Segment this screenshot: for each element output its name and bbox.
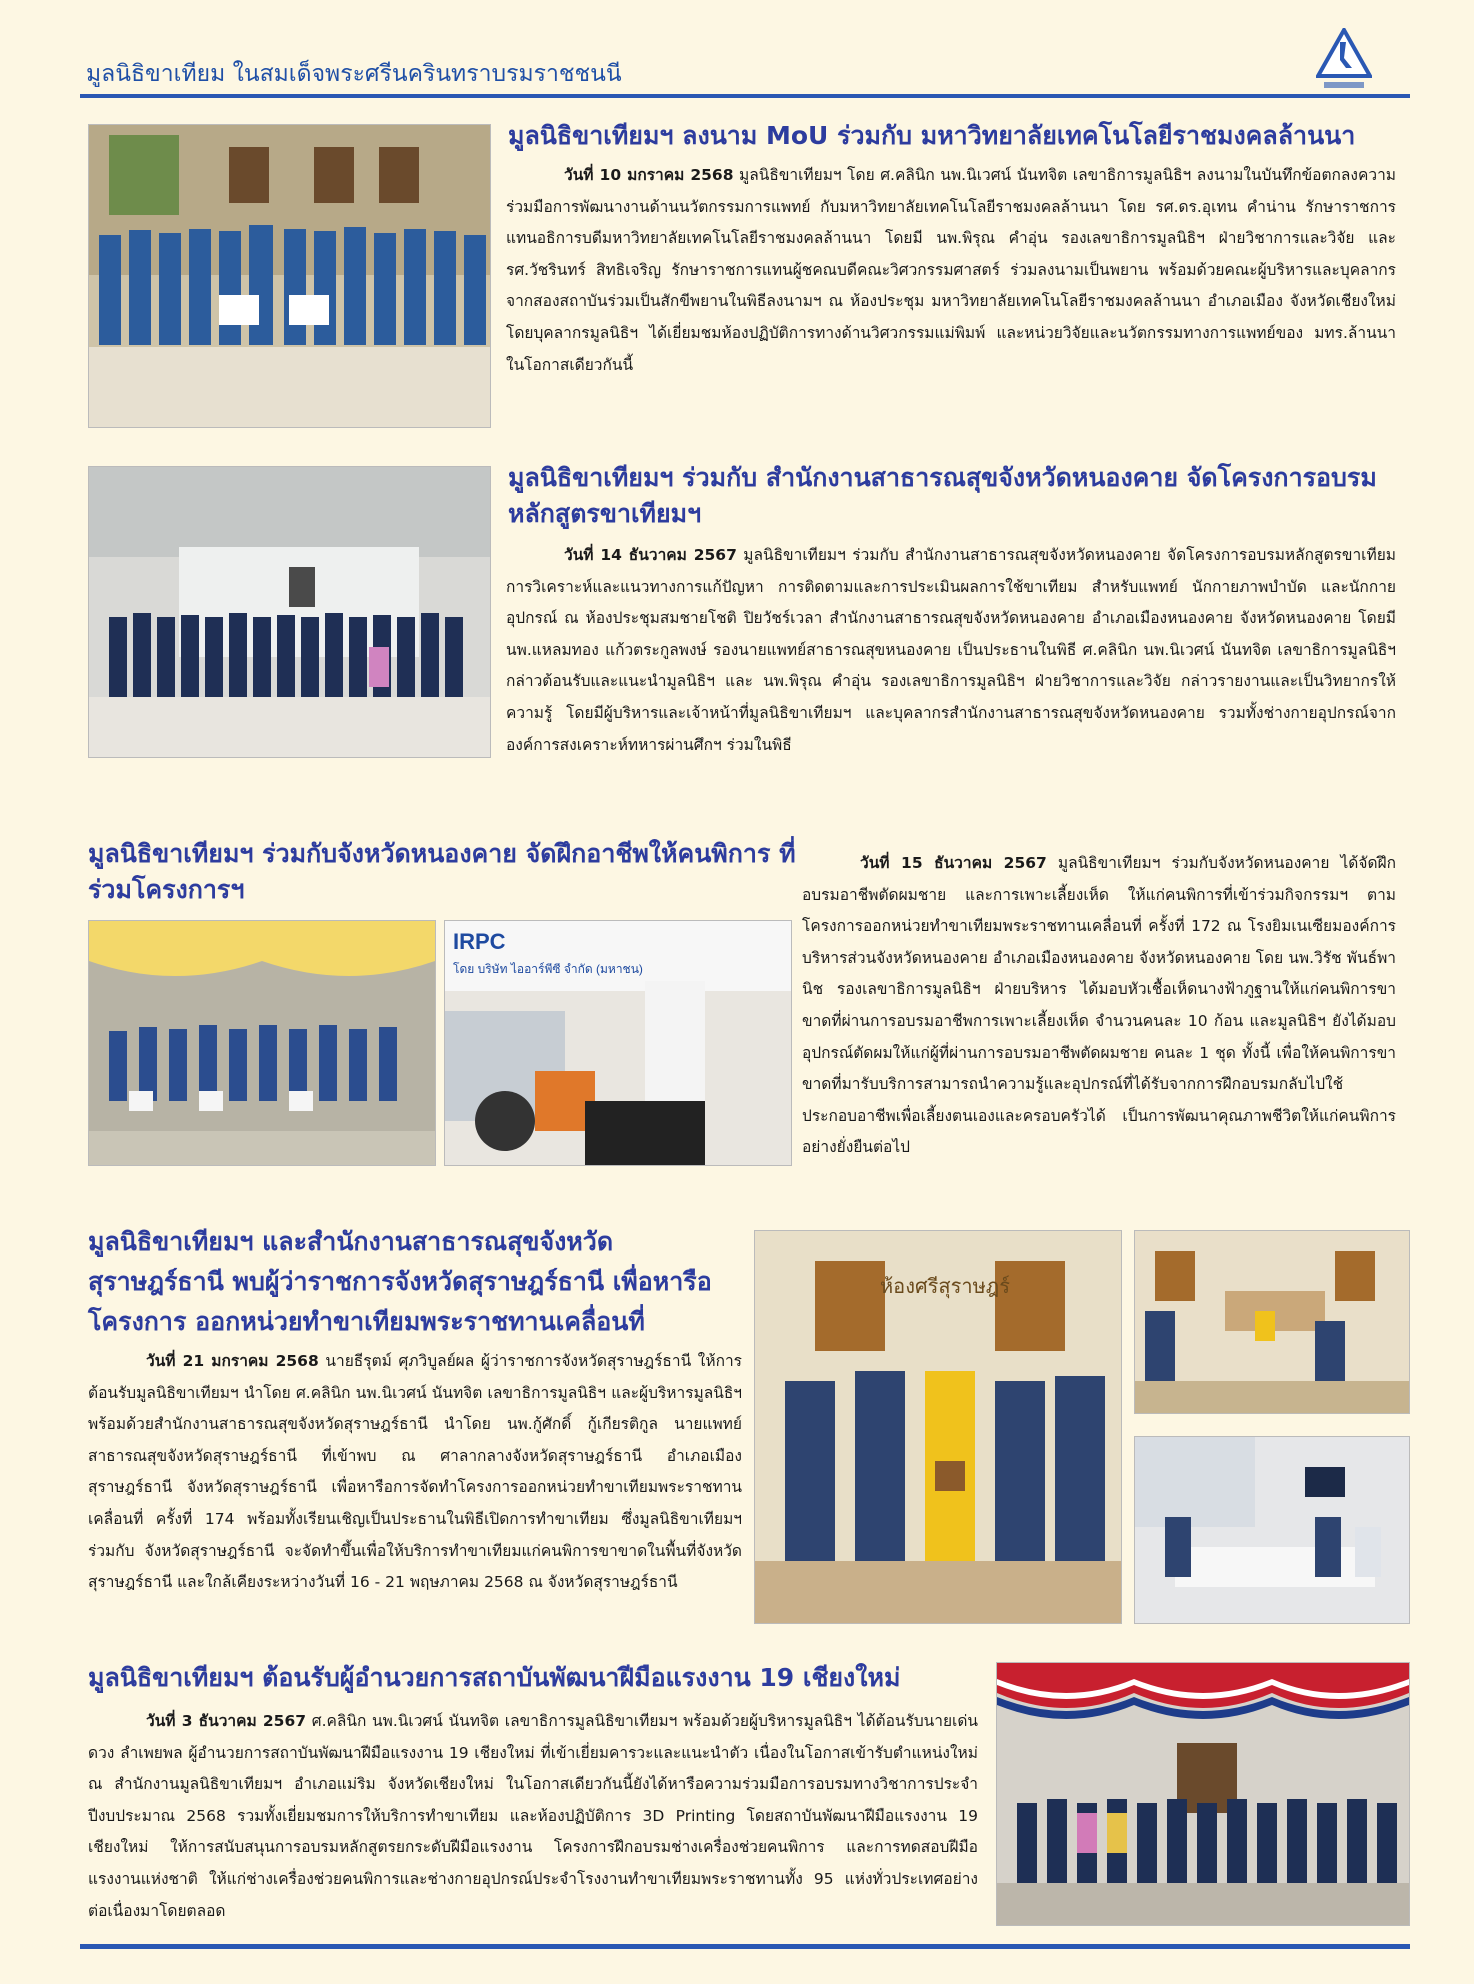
article-1-title: มูลนิธิขาเทียมฯ ลงนาม MoU ร่วมกับ มหาวิทยาลัยเทคโนโลยีราชมงคลล้านนา xyxy=(508,121,1356,150)
article-3-body xyxy=(802,848,1396,1164)
article-3-text: มูลนิธิขาเทียมฯ ร่วมกับจังหวัดหนองคาย ได้จัดฝึกอบรมอาชีพตัดผมชาย และการเพาะเลี้ยงเห็ด ให้แก่คนพิการที่เข้าร่วมกิจกรรมฯ ตามโครงการออกหน่วยทำขาเทียมพระราชทานเคลื่อนที่ ครั้งที่ 172 ณ โรงยิมเนเซียมองค์การบริหารส่วนจังหวัดหนองคาย อำเภอเมืองหนองคาย จังหวัดหนองคาย โดย นพ.วิรัช พันธ์พานิช รองเลขาธิการมูลนิธิฯ ฝ่ายบริหาร ได้มอบหัวเชื้อเห็ดนางฟ้าภูฐานให้แก่คนพิการขาขาดที่ผ่านการอบรมอาชีพการเพาะเลี้ยงเห็ด จำนวนคนละ 10 ก้อน และมูลนิธิฯ ยังได้มอบอุปกรณ์ตัดผมให้แก่ผู้ที่ผ่านการอบรมอาชีพตัดผมชาย คนละ 1 ชุด ทั้งนี้ เพื่อให้คนพิการขาขาดที่มารับบริการสามารถนำความรู้และอุปกรณ์ที่ได้รับจากการฝึกอบรมกลับไปใช้ประกอบอาชีพเพื่อเลี้ยงตนเองและครอบครัวได้ เป็นการพัฒนาคุณภาพชีวิตให้แก่คนพิการอย่างยั่งยืนต่อไป xyxy=(802,854,1396,1157)
header-title: มูลนิธิขาเทียม ในสมเด็จพระศรีนครินทราบรมราชชนนี xyxy=(86,61,622,87)
article-1-body xyxy=(506,160,1396,381)
article-4-date: วันที่ 21 มกราคม 2568 xyxy=(146,1352,319,1370)
article-2-photo xyxy=(88,466,491,758)
article-2-body xyxy=(506,540,1396,761)
article-4-photo-c xyxy=(1134,1436,1410,1624)
header-rule xyxy=(80,94,1410,98)
page-header xyxy=(80,38,1410,98)
article-1-photo xyxy=(88,124,491,428)
irpc-banner-brand: IRPC xyxy=(453,929,506,954)
article-5-title: มูลนิธิขาเทียมฯ ต้อนรับผู้อำนวยการสถาบันพัฒนาฝีมือแรงงาน 19 เชียงใหม่ xyxy=(88,1663,901,1692)
article-5-text: ศ.คลินิก นพ.นิเวศน์ นันทจิต เลขาธิการมูลนิธิขาเทียมฯ พร้อมด้วยผู้บริหารมูลนิธิฯ ได้ต้อนรับนายเด่นดวง ลำเพยพล ผู้อำนวยการสถาบันพัฒนาฝีมือแรงงาน 19 เชียงใหม่ ที่เข้าเยี่ยมคารวะและแนะนำตัว เนื่องในโอกาสเข้ารับตำแหน่งใหม่ ณ สำนักงานมูลนิธิขาเทียมฯ อำเภอแม่ริม จังหวัดเชียงใหม่ ในโอกาสเดียวกันนี้ยังได้หารือความร่วมมือการอบรมทางวิชาการประจำปีงบประมาณ 2568 รวมทั้งเยี่ยมชมการให้บริการทำขาเทียม และห้องปฏิบัติการ 3D Printing โดยสถาบันพัฒนาฝีมือแรงงาน 19 เชียงใหม่ ให้การสนับสนุนการอบรมหลักสูตรยกระดับฝีมือแรงงาน โครงการฝึกอบรมช่างเครื่องช่วยคนพิการ และการทดสอบฝีมือแรงงานแห่งชาติ ให้แก่ช่างเครื่องช่วยคนพิการและช่างกายอุปกรณ์ประจำโรงงานทำขาเทียมพระราชทานทั้ง 95 แห่งทั่วประเทศอย่างต่อเนื่องมาโดยตลอด xyxy=(88,1712,978,1920)
footer-rule xyxy=(80,1944,1410,1949)
article-2-date: วันที่ 14 ธันวาคม 2567 xyxy=(564,546,737,564)
article-4-title: มูลนิธิขาเทียมฯ และสำนักงานสาธารณสุขจังหวัดสุราษฎร์ธานี พบผู้ว่าราชการจังหวัดสุราษฎร์ธานี เพื่อหารือโครงการ ออกหน่วยทำขาเทียมพระราชทานเคลื่อนที่ xyxy=(88,1227,712,1336)
article-3-photo-a xyxy=(88,920,436,1166)
article-5-date: วันที่ 3 ธันวาคม 2567 xyxy=(146,1712,307,1730)
article-1-text: มูลนิธิขาเทียมฯ โดย ศ.คลินิก นพ.นิเวศน์ นันทจิต เลขาธิการมูลนิธิฯ ลงนามในบันทึกข้อตกลงความร่วมมือการพัฒนางานด้านนวัตกรรมการแพทย์ กับมหาวิทยาลัยเทคโนโลยีราชมงคลล้านนา โดย รศ.ดร.อุเทน คำน่าน รักษาราชการแทนอธิการบดีมหาวิทยาลัยเทคโนโลยีราชมงคลล้านนา โดยมี นพ.พิรุณ คำอุ่น รองเลขาธิการมูลนิธิฯ ฝ่ายวิชาการและวิจัย และ รศ.วัชรินทร์ สิทธิเจริญ รักษาราชการแทนผู้ชคณบดีคณะวิศวกรรมศาสตร์ ร่วมลงนามเป็นพยาน พร้อมด้วยคณะผู้บริหารและบุคลากรจากสองสถาบันร่วมเป็นสักขีพยานในพิธีลงนามฯ ณ ห้องประชุม มหาวิทยาลัยเทคโนโลยีราชมงคลล้านนา อำเภอเมือง จังหวัดเชียงใหม่ โดยบุคลากรมูลนิธิฯ ได้เยี่ยมชมห้องปฏิบัติการทางด้านวิศวกรรมแม่พิมพ์ และหน่วยวิจัยและนวัตกรรมทางการแพทย์ของ มทร.ล้านนา ในโอกาสเดียวกันนี้ xyxy=(506,166,1396,374)
article-2-text: มูลนิธิขาเทียมฯ ร่วมกับ สำนักงานสาธารณสุขจังหวัดหนองคาย จัดโครงการอบรมหลักสูตรขาเทียม การวิเคราะห์และแนวทางการแก้ปัญหา การติดตามและการประเมินผลการใช้ขาเทียม สำหรับแพทย์ นักกายภาพบำบัด และนักกายอุปกรณ์ ณ ห้องประชุมสมชายโชติ ปิยวัชร์เวลา สำนักงานสาธารณสุขจังหวัดหนองคาย อำเภอเมืองหนองคาย จังหวัดหนองคาย โดยมี นพ.แหลมทอง แก้วตระกูลพงษ์ รองนายแพทย์สาธารณสุขหนองคาย เป็นประธานในพิธี ศ.คลินิก นพ.นิเวศน์ นันทจิต เลขาธิการมูลนิธิฯ กล่าวต้อนรับและแนะนำมูลนิธิฯ และ นพ.พิรุณ คำอุ่น รองเลขาธิการมูลนิธิฯ ฝ่ายวิชาการและวิจัย กล่าวรายงานและเป็นวิทยากรให้ความรู้ โดยมีผู้บริหารและเจ้าหน้าที่มูลนิธิขาเทียมฯ และบุคลากรสำนักงานสาธารณสุขจังหวัดหนองคาย รวมทั้งช่างกายอุปกรณ์จากองค์การสงเคราะห์ทหารผ่านศึกฯ ร่วมในพิธี xyxy=(506,546,1396,754)
article-4-text: นายธีรุตม์ ศุภวิบูลย์ผล ผู้ว่าราชการจังหวัดสุราษฎร์ธานี ให้การต้อนรับมูลนิธิขาเทียมฯ นำโดย ศ.คลินิก นพ.นิเวศน์ นันทจิต เลขาธิการมูลนิธิฯ และผู้บริหารมูลนิธิฯ พร้อมด้วยสำนักงานสาธารณสุขจังหวัดสุราษฎร์ธานี นำโดย นพ.กู้ศักดิ์ กู้เกียรติกูล นายแพทย์สาธารณสุขจังหวัดสุราษฎร์ธานี ที่เข้าพบ ณ ศาลากลางจังหวัดสุราษฎร์ธานี อำเภอเมืองสุราษฎร์ธานี จังหวัดสุราษฎร์ธานี เพื่อหารือการจัดทำโครงการออกหน่วยทำขาเทียมพระราชทานเคลื่อนที่ ครั้งที่ 174 พร้อมทั้งเรียนเชิญเป็นประธานในพิธีเปิดการทำขาเทียม ซึ่งมูลนิธิขาเทียมฯ ร่วมกับ จังหวัดสุราษฎร์ธานี จะจัดทำขึ้นเพื่อให้บริการทำขาเทียมแก่คนพิการขาขาดในพื้นที่จังหวัดสุราษฎร์ธานี และใกล้เคียงระหว่างวันที่ 16 - 21 พฤษภาคม 2568 ณ จังหวัดสุราษฎร์ธานี xyxy=(88,1352,742,1592)
article-3-date: วันที่ 15 ธันวาคม 2567 xyxy=(860,854,1047,872)
foundation-logo-icon xyxy=(1316,28,1372,96)
article-4-body xyxy=(88,1346,742,1599)
article-1-date: วันที่ 10 มกราคม 2568 xyxy=(564,166,734,184)
article-4-photo-a xyxy=(754,1230,1122,1624)
article-5-photo xyxy=(996,1662,1410,1926)
article-3-photo-b xyxy=(444,920,792,1166)
article-4-photo-b xyxy=(1134,1230,1410,1414)
article-3-title: มูลนิธิขาเทียมฯ ร่วมกับจังหวัดหนองคาย จัดฝึกอาชีพให้คนพิการ ที่ร่วมโครงการฯ xyxy=(88,839,796,904)
article-2-title: มูลนิธิขาเทียมฯ ร่วมกับ สำนักงานสาธารณสุขจังหวัดหนองคาย จัดโครงการอบรม หลักสูตรขาเทียมฯ xyxy=(508,463,1377,528)
article-5-body xyxy=(88,1706,978,1927)
meeting-room-sign: ห้องศรีสุราษฎร์ xyxy=(880,1274,1010,1298)
irpc-banner-text: โดย บริษัท ไออาร์พีซี จำกัด (มหาชน) xyxy=(453,962,643,976)
